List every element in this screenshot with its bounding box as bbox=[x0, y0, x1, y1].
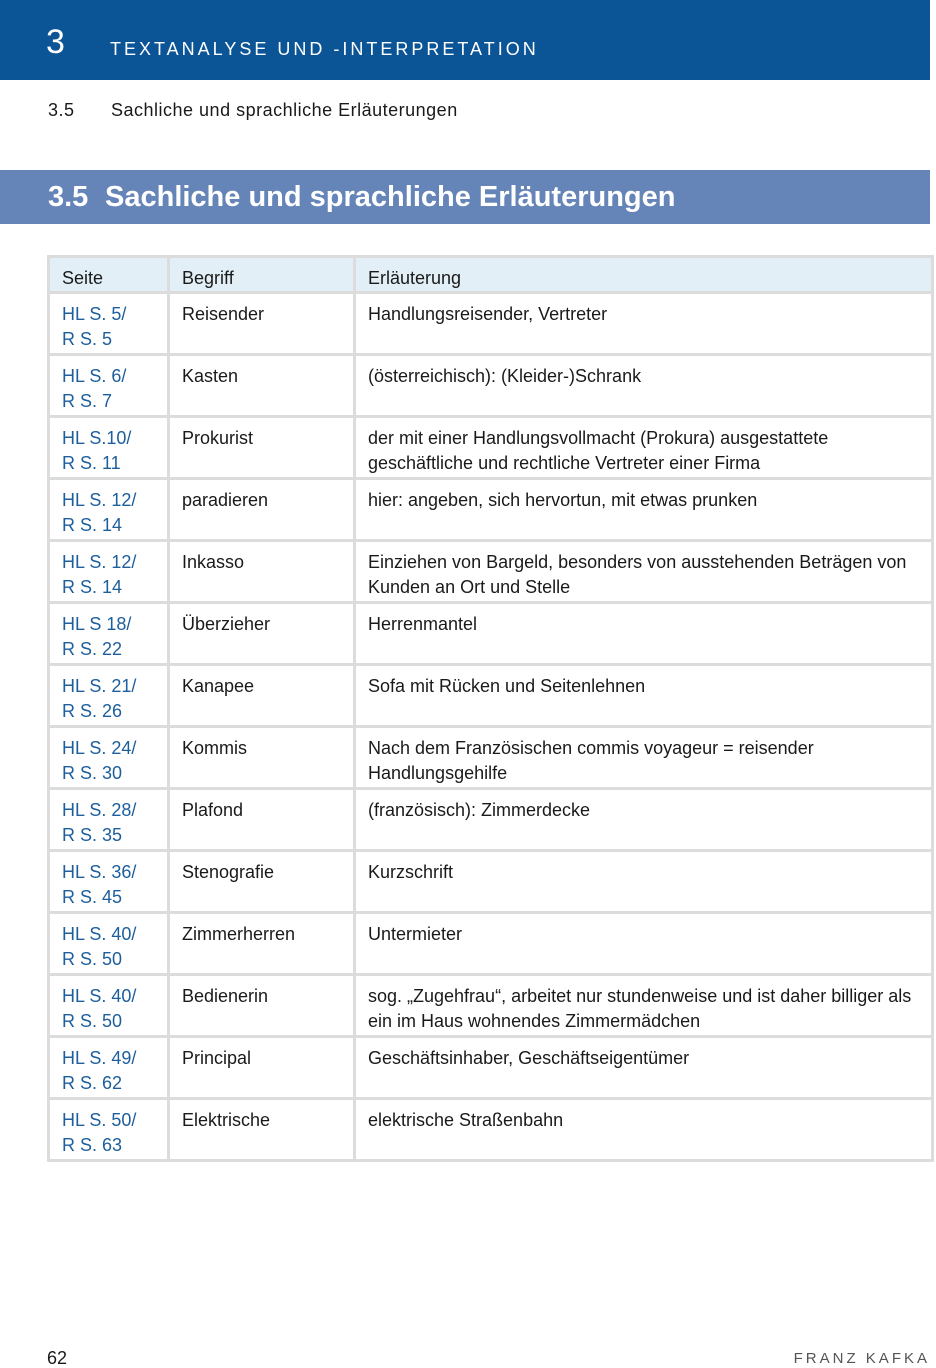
table-row bbox=[49, 293, 933, 355]
table-header-row bbox=[49, 257, 933, 293]
page-reference-cell bbox=[49, 541, 169, 603]
page-reference-cell bbox=[49, 789, 169, 851]
explanation-cell: (österreichisch): (Kleider-)Schrank bbox=[355, 355, 933, 417]
table-row bbox=[49, 975, 933, 1037]
section-heading bbox=[0, 170, 930, 224]
table-row bbox=[49, 479, 933, 541]
page-reference-r: R S. 63 bbox=[62, 1135, 123, 1155]
term-cell: Kommis bbox=[169, 727, 355, 789]
page-reference-hl: HL S. 40/ bbox=[62, 986, 137, 1006]
term-cell: Bedienerin bbox=[169, 975, 355, 1037]
page-reference-r: R S. 30 bbox=[62, 763, 123, 783]
explanation-cell: Kurzschrift bbox=[355, 851, 933, 913]
page-reference-cell bbox=[49, 293, 169, 355]
page-reference-cell bbox=[49, 665, 169, 727]
explanation-cell: (französisch): Zimmerdecke bbox=[355, 789, 933, 851]
table-row bbox=[49, 789, 933, 851]
explanation-cell: Handlungsreisender, Vertreter bbox=[355, 293, 933, 355]
chapter-title: TEXTANALYSE UND -INTERPRETATION bbox=[110, 39, 539, 59]
subheader-number: 3.5 bbox=[48, 100, 75, 120]
page-reference-hl: HL S 18/ bbox=[62, 614, 132, 634]
term-cell: Principal bbox=[169, 1037, 355, 1099]
page-reference-cell bbox=[49, 913, 169, 975]
page-reference-cell bbox=[49, 603, 169, 665]
column-header-begriff: Begriff bbox=[169, 257, 355, 293]
page-reference-r: R S. 7 bbox=[62, 391, 113, 411]
explanation-cell: Einziehen von Bargeld, besonders von ausstehenden Beträgen von Kunden an Ort und Stelle bbox=[355, 541, 933, 603]
page-reference-hl: HL S. 12/ bbox=[62, 490, 137, 510]
page-reference-cell bbox=[49, 1099, 169, 1161]
table-row bbox=[49, 1099, 933, 1161]
column-header-erlaeuterung: Erläuterung bbox=[355, 257, 933, 293]
page-reference-r: R S. 62 bbox=[62, 1073, 123, 1093]
page-reference-r: R S. 22 bbox=[62, 639, 123, 659]
term-cell: Kanapee bbox=[169, 665, 355, 727]
page-reference-hl: HL S. 36/ bbox=[62, 862, 137, 882]
page-reference-r: R S. 14 bbox=[62, 577, 123, 597]
term-cell: Inkasso bbox=[169, 541, 355, 603]
page-reference-hl: HL S. 50/ bbox=[62, 1110, 137, 1130]
page-reference-hl: HL S. 24/ bbox=[62, 738, 137, 758]
table-row bbox=[49, 727, 933, 789]
chapter-number: 3 bbox=[46, 23, 65, 61]
page-reference-hl: HL S. 28/ bbox=[62, 800, 137, 820]
page-reference-r: R S. 11 bbox=[62, 453, 121, 473]
page-number: 62 bbox=[47, 1348, 68, 1368]
page-reference-r: R S. 50 bbox=[62, 949, 123, 969]
explanation-cell: Sofa mit Rücken und Seitenlehnen bbox=[355, 665, 933, 727]
table-row bbox=[49, 913, 933, 975]
table-row bbox=[49, 665, 933, 727]
table-row bbox=[49, 1037, 933, 1099]
term-cell: Überzieher bbox=[169, 603, 355, 665]
page-reference-r: R S. 26 bbox=[62, 701, 123, 721]
page-reference-r: R S. 45 bbox=[62, 887, 123, 907]
page-reference-r: R S. 14 bbox=[62, 515, 123, 535]
explanation-cell: der mit einer Handlungsvollmacht (Prokura) ausgestattete geschäftliche und rechtliche Vertreter einer Firma bbox=[355, 417, 933, 479]
page-reference-r: R S. 5 bbox=[62, 329, 113, 349]
table-row bbox=[49, 417, 933, 479]
page-reference-hl: HL S.10/ bbox=[62, 428, 132, 448]
section-title: Sachliche und sprachliche Erläuterungen bbox=[105, 181, 676, 213]
page-reference-cell bbox=[49, 727, 169, 789]
term-cell: Kasten bbox=[169, 355, 355, 417]
footer-author: FRANZ KAFKA bbox=[793, 1350, 930, 1367]
explanation-cell: Geschäftsinhaber, Geschäftseigentümer bbox=[355, 1037, 933, 1099]
page-reference-cell bbox=[49, 417, 169, 479]
explanation-cell: Nach dem Französischen commis voyageur = reisender Handlungsgehilfe bbox=[355, 727, 933, 789]
term-cell: Zimmerherren bbox=[169, 913, 355, 975]
subheader-title: Sachliche und sprachliche Erläuterungen bbox=[111, 100, 458, 120]
glossary-table bbox=[47, 255, 934, 1162]
section-number: 3.5 bbox=[48, 181, 89, 213]
page-reference-hl: HL S. 5/ bbox=[62, 304, 127, 324]
explanation-cell: Untermieter bbox=[355, 913, 933, 975]
table-row bbox=[49, 603, 933, 665]
term-cell: Prokurist bbox=[169, 417, 355, 479]
explanation-cell: Herrenmantel bbox=[355, 603, 933, 665]
explanation-cell: elektrische Straßenbahn bbox=[355, 1099, 933, 1161]
page-reference-hl: HL S. 49/ bbox=[62, 1048, 137, 1068]
page-reference-r: R S. 50 bbox=[62, 1011, 123, 1031]
page-reference-cell bbox=[49, 975, 169, 1037]
term-cell: Elektrische bbox=[169, 1099, 355, 1161]
page-reference-hl: HL S. 12/ bbox=[62, 552, 137, 572]
page-reference-hl: HL S. 40/ bbox=[62, 924, 137, 944]
page-reference-cell bbox=[49, 851, 169, 913]
page-reference-cell bbox=[49, 479, 169, 541]
column-header-seite: Seite bbox=[49, 257, 169, 293]
term-cell: Stenografie bbox=[169, 851, 355, 913]
term-cell: Reisender bbox=[169, 293, 355, 355]
page-reference-hl: HL S. 21/ bbox=[62, 676, 137, 696]
page-reference-r: R S. 35 bbox=[62, 825, 123, 845]
table-row bbox=[49, 355, 933, 417]
term-cell: paradieren bbox=[169, 479, 355, 541]
page-reference-cell bbox=[49, 1037, 169, 1099]
chapter-header bbox=[0, 0, 930, 80]
explanation-cell: hier: angeben, sich hervortun, mit etwas prunken bbox=[355, 479, 933, 541]
table-row bbox=[49, 851, 933, 913]
page-reference-cell bbox=[49, 355, 169, 417]
term-cell: Plafond bbox=[169, 789, 355, 851]
page-reference-hl: HL S. 6/ bbox=[62, 366, 127, 386]
table-row bbox=[49, 541, 933, 603]
explanation-cell: sog. „Zugehfrau“, arbeitet nur stundenweise und ist daher billiger als ein im Haus wohnendes Zimmermädchen bbox=[355, 975, 933, 1037]
